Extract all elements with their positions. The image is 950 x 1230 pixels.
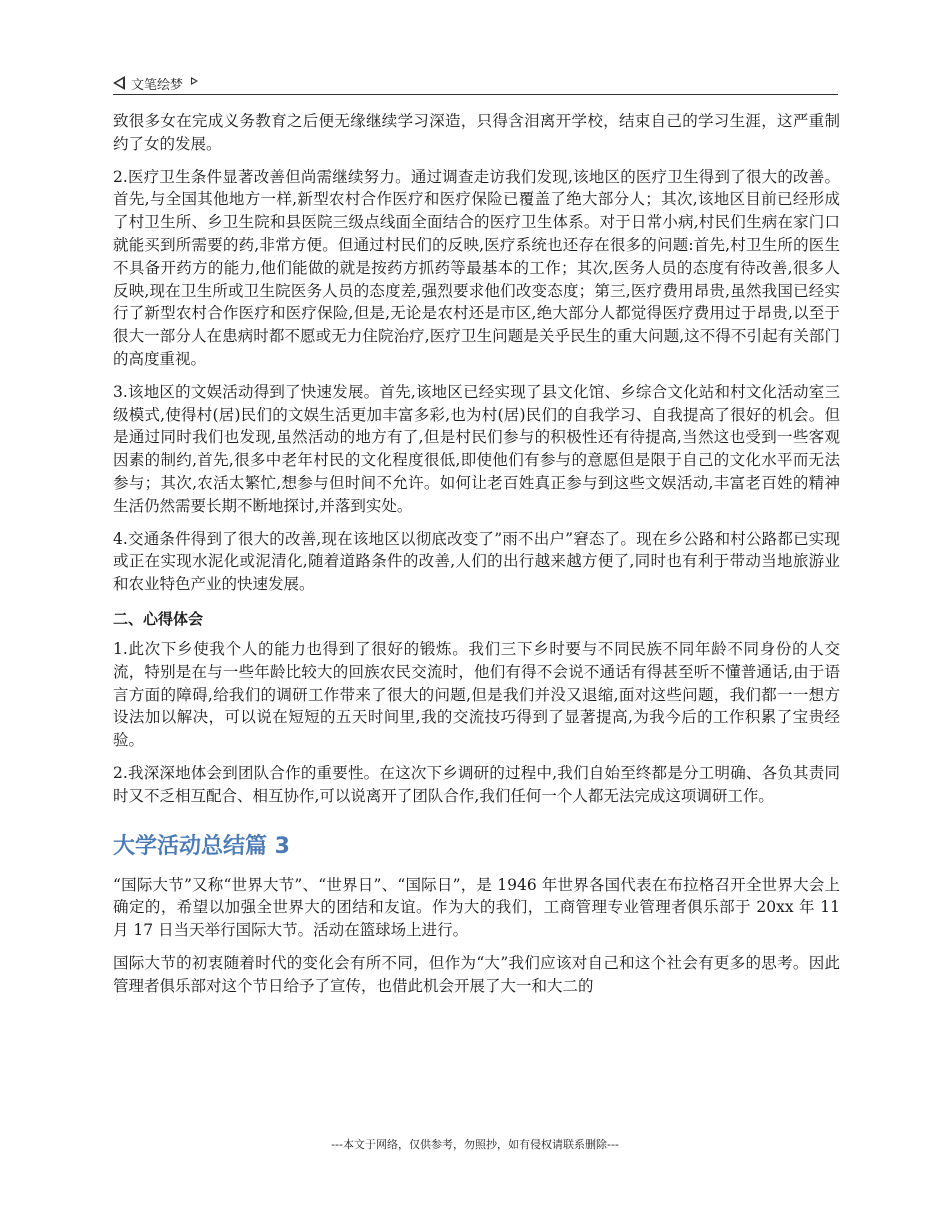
page-header bbox=[113, 72, 838, 95]
paragraph: 1.此次下乡使我个人的能力也得到了很好的锻炼。我们三下乡时要与不同民族不同年龄不同身份的人交流，特别是在与一些年龄比较大的回族农民交流时，他们有得不会说不通话有得甚至听不懂普通话,由于语言方面的障碍,给我们的调研工作带来了很大的问题,但是我们并没又退缩,面对这些问题，我们都一一想方设法加以解决，可以说在短短的五天时间里,我的交流技巧得到了显著提高,为我今后的工作积累了宝贵经验。 bbox=[113, 639, 840, 750]
triangle-left-icon bbox=[113, 76, 125, 90]
paragraph: 3.该地区的文娱活动得到了快速发展。首先,该地区已经实现了县文化馆、乡综合文化站和村文化活动室三级模式,使得村(居)民们的文娱生活更加丰富多彩,也为村(居)民们的自我学习、自我提高了很好的机会。但是通过同时我们也发现,虽然活动的地方有了,但是村民们参与的积极性还有待提高,当然这也受到一些客观因素的制约,首先,很多中老年村民的文化程度很低,即使他们有参与的意愿但是限于自己的文化水平而无法参与；其次,农活太繁忙,想参与但时间不允许。如何让老百姓真正参与到这些文娱活动,丰富老百姓的精神生活仍然需要长期不断地探讨,并落到实处。 bbox=[113, 382, 840, 515]
header-brand: 文笔绘梦 bbox=[131, 77, 184, 93]
paragraph: 国际大节的初衷随着时代的变化会有所不同，但作为“大”我们应该对自己和这个社会有更多的思考。因此管理者俱乐部对这个节日给予了宣传，也借此机会开展了大一和大二的 bbox=[113, 953, 840, 995]
paragraph: 致很多女在完成义务教育之后便无缘继续学习深造，只得含泪离开学校，结束自己的学习生涯，这严重制约了女的发展。 bbox=[113, 112, 840, 153]
section-title: 大学活动总结篇 3 bbox=[113, 833, 290, 859]
subheading: 二、心得体会 bbox=[113, 609, 204, 628]
document-body bbox=[113, 110, 840, 1008]
triangle-right-icon bbox=[191, 77, 198, 85]
paragraph: 2.医疗卫生条件显著改善但尚需继续努力。通过调查走访我们发现,该地区的医疗卫生得到了很大的改善。首先,与全国其他地方一样,新型农村合作医疗和医疗保险已覆盖了绝大部分人；其次,该地区目前已经形成了村卫生所、乡卫生院和县医院三级点线面全面结合的医疗卫生体系。对于日常小病,村民们生病在家门口就能买到所需要的药,非常方便。但通过村民们的反映,医疗系统也还存在很多的问题:首先,村卫生所的医生不具备开药方的能力,他们能做的就是按药方抓药等最基本的工作；其次,医务人员的态度有待改善,很多人反映,现在卫生所或卫生院医务人员的态度差,强烈要求他们改变态度；第三,医疗费用昂贵,虽然我国已经实行了新型农村合作医疗和医疗保险,但是,无论是农村还是市区,绝大部分人都觉得医疗费用过于昂贵,以至于很大一部分人在患病时都不愿或无力住院治疗,医疗卫生问题是关乎民生的重大问题,这不得不引起有关部门的高度重视。 bbox=[113, 167, 840, 368]
paragraph: 4.交通条件得到了很大的改善,现在该地区以彻底改变了”雨不出户”窘态了。现在乡公路和村公路都已实现或正在实现水泥化或泥清化,随着道路条件的改善,人们的出行越来越方便了,同时也有利于带动当地旅游业和农业特色产业的快速发展。 bbox=[113, 529, 840, 594]
page-footer: ---本文于网络，仅供参考，勿照抄，如有侵权请联系删除--- bbox=[331, 1138, 619, 1151]
paragraph: 2.我深深地体会到团队合作的重要性。在这次下乡调研的过程中,我们自始至终都是分工明确、各负其责同时又不乏相互配合、相互协作,可以说离开了团队合作,我们任何一个人都无法完成这项调研工作。 bbox=[113, 763, 840, 805]
paragraph: “国际大节”又称“世界大节”、“世界日”、“国际日”，是 1946 年世界各国代表在布拉格召开全世界大会上确定的，希望以加强全世界大的团结和友谊。作为大的我们，工商管理专业管理者俱乐部于 20xx 年 11 月 17 日当天举行国际大节。活动在篮球场上进行。 bbox=[113, 875, 840, 940]
